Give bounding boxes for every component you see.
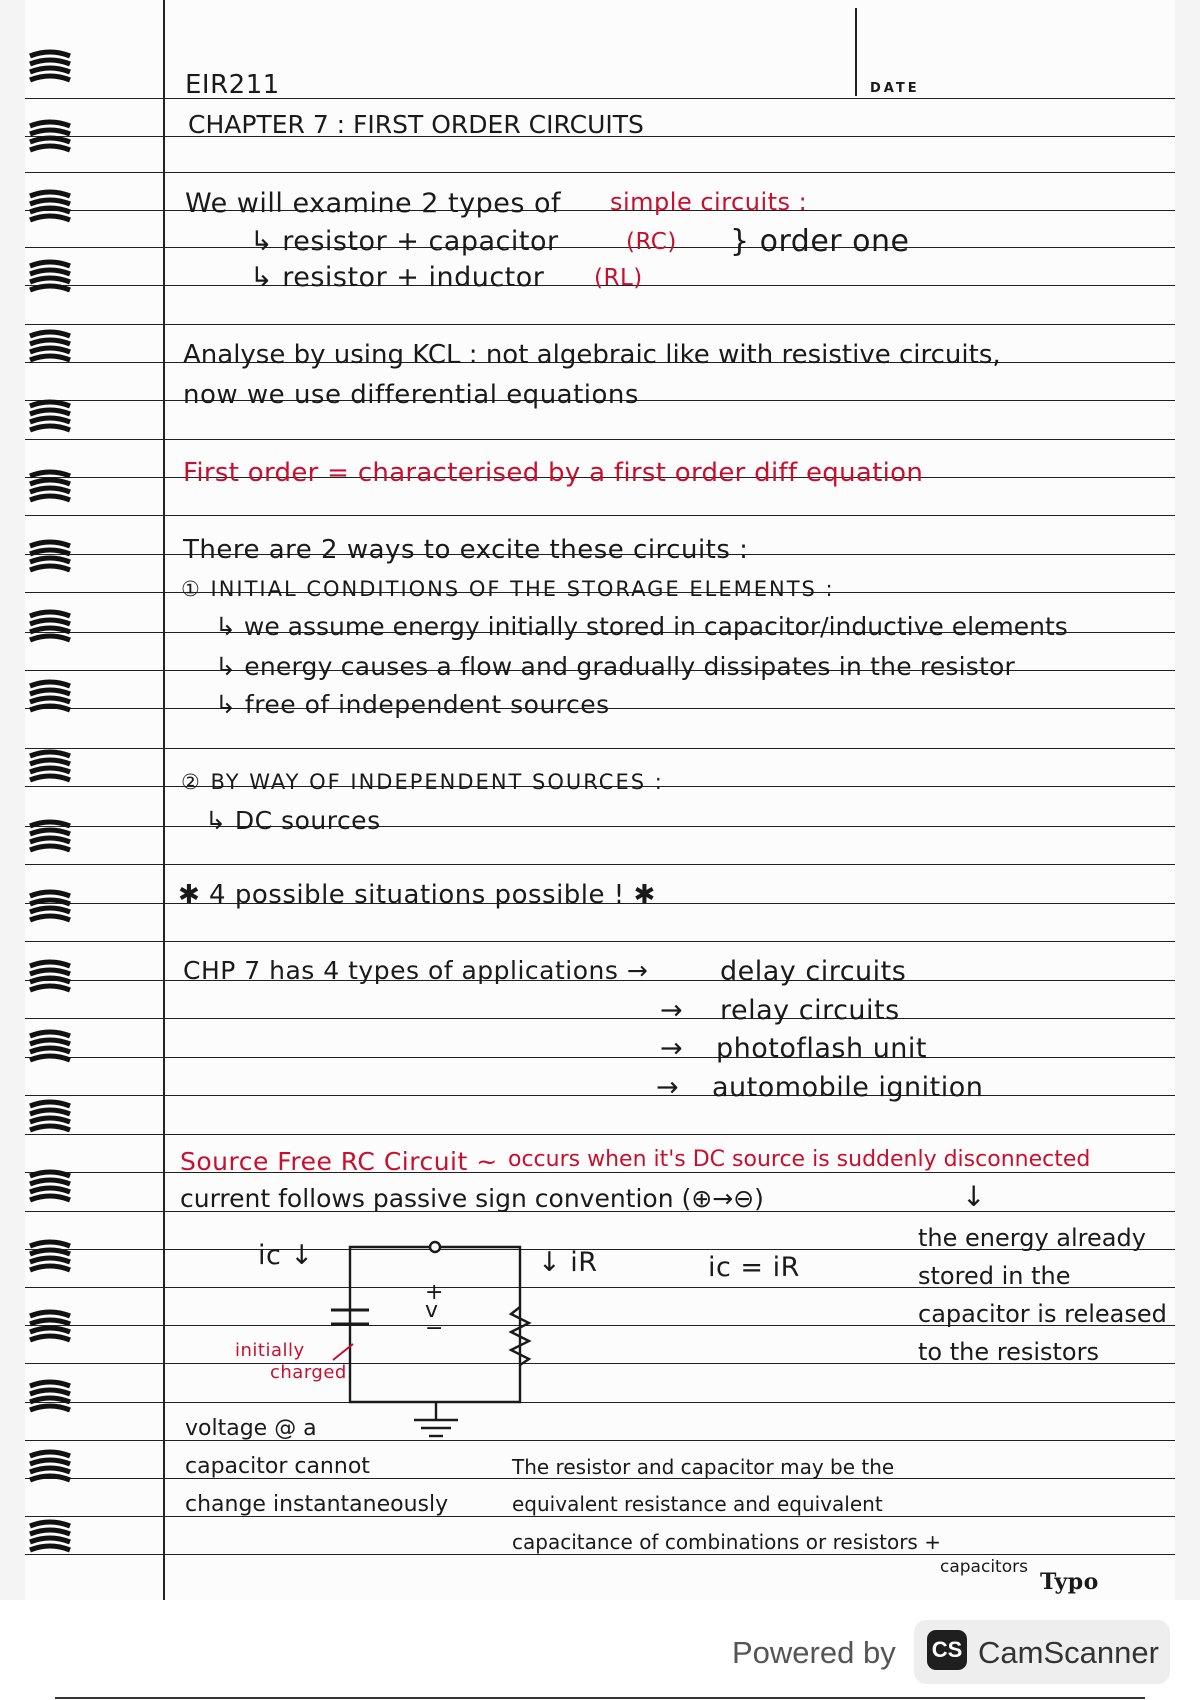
- application-item: automobile ignition: [712, 1072, 984, 1103]
- voltage-note-line: capacitor cannot: [185, 1454, 370, 1479]
- rule-line: [25, 826, 1175, 827]
- way-2-bullet-1: ↳ DC sources: [205, 806, 381, 835]
- situations-note: ✱ 4 possible situations possible ! ✱: [178, 880, 656, 910]
- rule-line: [25, 748, 1175, 749]
- chapter-title: CHAPTER 7 : FIRST ORDER CIRCUITS: [188, 110, 644, 139]
- camscanner-brand: CamScanner: [978, 1635, 1159, 1670]
- course-code: EIR211: [185, 70, 280, 100]
- rule-line: [25, 1402, 1175, 1403]
- spiral-ring-icon: [28, 1168, 72, 1204]
- camscanner-logo-icon: CS: [927, 1630, 967, 1670]
- spiral-ring-icon: [28, 468, 72, 504]
- spiral-ring-icon: [28, 328, 72, 364]
- equivalent-note-line: equivalent resistance and equivalent: [512, 1492, 883, 1516]
- source-free-description: occurs when it's DC source is suddenly disconnected: [508, 1147, 1091, 1172]
- applications-intro: CHP 7 has 4 types of applications →: [183, 956, 649, 985]
- voltage-note-line: change instantaneously: [185, 1492, 449, 1517]
- application-item: photoflash unit: [716, 1033, 928, 1064]
- energy-note-line: the energy already: [918, 1224, 1146, 1252]
- type-rc-tag: (RC): [626, 229, 677, 255]
- application-item: relay circuits: [720, 995, 900, 1026]
- typo-mark: Typo: [1040, 1569, 1099, 1595]
- analyse-line-2: now we use differential equations: [183, 380, 639, 410]
- voltage-note-line: voltage @ a: [185, 1416, 317, 1441]
- equivalent-note-line: capacitors: [940, 1557, 1028, 1577]
- spiral-ring-icon: [28, 1308, 72, 1344]
- powered-by-label: Powered by: [732, 1635, 896, 1670]
- application-item: delay circuits: [720, 956, 907, 987]
- source-free-title: Source Free RC Circuit ~: [180, 1147, 498, 1176]
- spiral-ring-icon: [28, 48, 72, 84]
- spiral-ring-icon: [28, 398, 72, 434]
- analyse-line-1: Analyse by using KCL : not algebraic like with resistive circuits,: [183, 340, 1001, 370]
- spiral-ring-icon: [28, 608, 72, 644]
- type-rc: ↳ resistor + capacitor: [250, 226, 559, 257]
- way-2-title: ② BY WAY OF INDEPENDENT SOURCES :: [181, 770, 664, 794]
- initially-charged-label: initially: [235, 1340, 305, 1361]
- energy-note-line: stored in the: [918, 1262, 1071, 1290]
- rule-line: [25, 1095, 1175, 1096]
- order-note: } order one: [730, 224, 910, 259]
- excite-intro: There are 2 ways to excite these circuits :: [183, 535, 749, 565]
- application-arrow: →: [660, 1033, 684, 1064]
- intro-highlight: simple circuits :: [610, 188, 808, 216]
- initially-charged-label: charged: [270, 1362, 347, 1383]
- rule-line: [25, 1134, 1175, 1135]
- spiral-ring-icon: [28, 188, 72, 224]
- spiral-ring-icon: [28, 818, 72, 854]
- type-rl: ↳ resistor + inductor: [250, 262, 545, 293]
- spiral-ring-icon: [28, 678, 72, 714]
- intro-text: We will examine 2 types of: [185, 188, 561, 219]
- rule-line: [25, 324, 1175, 325]
- application-arrow: →: [656, 1072, 680, 1103]
- energy-note-line: to the resistors: [918, 1338, 1099, 1366]
- spiral-ring-icon: [28, 1518, 72, 1554]
- minus-sign: −: [425, 1316, 444, 1341]
- rule-line: [25, 1057, 1175, 1058]
- date-divider: [855, 8, 857, 96]
- footer-divider: [55, 1697, 1145, 1699]
- equivalent-note-line: capacitance of combinations or resistors +: [512, 1530, 941, 1554]
- voltage-symbol: v: [425, 1298, 439, 1323]
- down-arrow: ↓: [962, 1180, 986, 1213]
- spiral-ring-icon: [28, 888, 72, 924]
- spiral-ring-icon: [28, 1028, 72, 1064]
- current-equation: ic = iR: [708, 1252, 800, 1283]
- rule-line: [25, 941, 1175, 942]
- rule-line: [25, 1554, 1175, 1555]
- spiral-ring-icon: [28, 1238, 72, 1274]
- spiral-ring-icon: [28, 1378, 72, 1414]
- spiral-ring-icon: [28, 958, 72, 994]
- spiral-ring-icon: [28, 258, 72, 294]
- spiral-ring-icon: [28, 118, 72, 154]
- date-label: DATE: [870, 81, 920, 96]
- spiral-ring-icon: [28, 1448, 72, 1484]
- application-arrow: →: [660, 995, 684, 1026]
- rule-line: [25, 515, 1175, 516]
- way-1-bullet-1: ↳ we assume energy initially stored in capacitor/inductive elements: [215, 612, 1068, 641]
- equivalent-note-line: The resistor and capacitor may be the: [512, 1455, 895, 1479]
- type-rl-tag: (RL): [594, 265, 643, 291]
- ic-label: ic ↓: [258, 1240, 314, 1271]
- plus-sign: +: [425, 1280, 444, 1305]
- passive-sign-note: current follows passive sign convention (⊕→⊖): [180, 1184, 764, 1213]
- node-terminal: [430, 1242, 440, 1252]
- margin-line: [163, 0, 165, 1600]
- rule-line: [25, 1018, 1175, 1019]
- way-1-bullet-3: ↳ free of independent sources: [215, 690, 610, 719]
- spiral-ring-icon: [28, 538, 72, 574]
- rule-line: [25, 172, 1175, 173]
- rule-line: [25, 247, 1175, 248]
- first-order-definition: First order = characterised by a first order diff equation: [183, 458, 924, 488]
- way-1-title: ① INITIAL CONDITIONS OF THE STORAGE ELEMENTS :: [181, 577, 835, 601]
- rule-line: [25, 864, 1175, 865]
- rule-line: [25, 439, 1175, 440]
- energy-note-line: capacitor is released: [918, 1300, 1167, 1328]
- ir-label: ↓ iR: [538, 1247, 598, 1278]
- way-1-bullet-2: ↳ energy causes a flow and gradually dissipates in the resistor: [215, 652, 1016, 681]
- spiral-ring-icon: [28, 748, 72, 784]
- spiral-ring-icon: [28, 1098, 72, 1134]
